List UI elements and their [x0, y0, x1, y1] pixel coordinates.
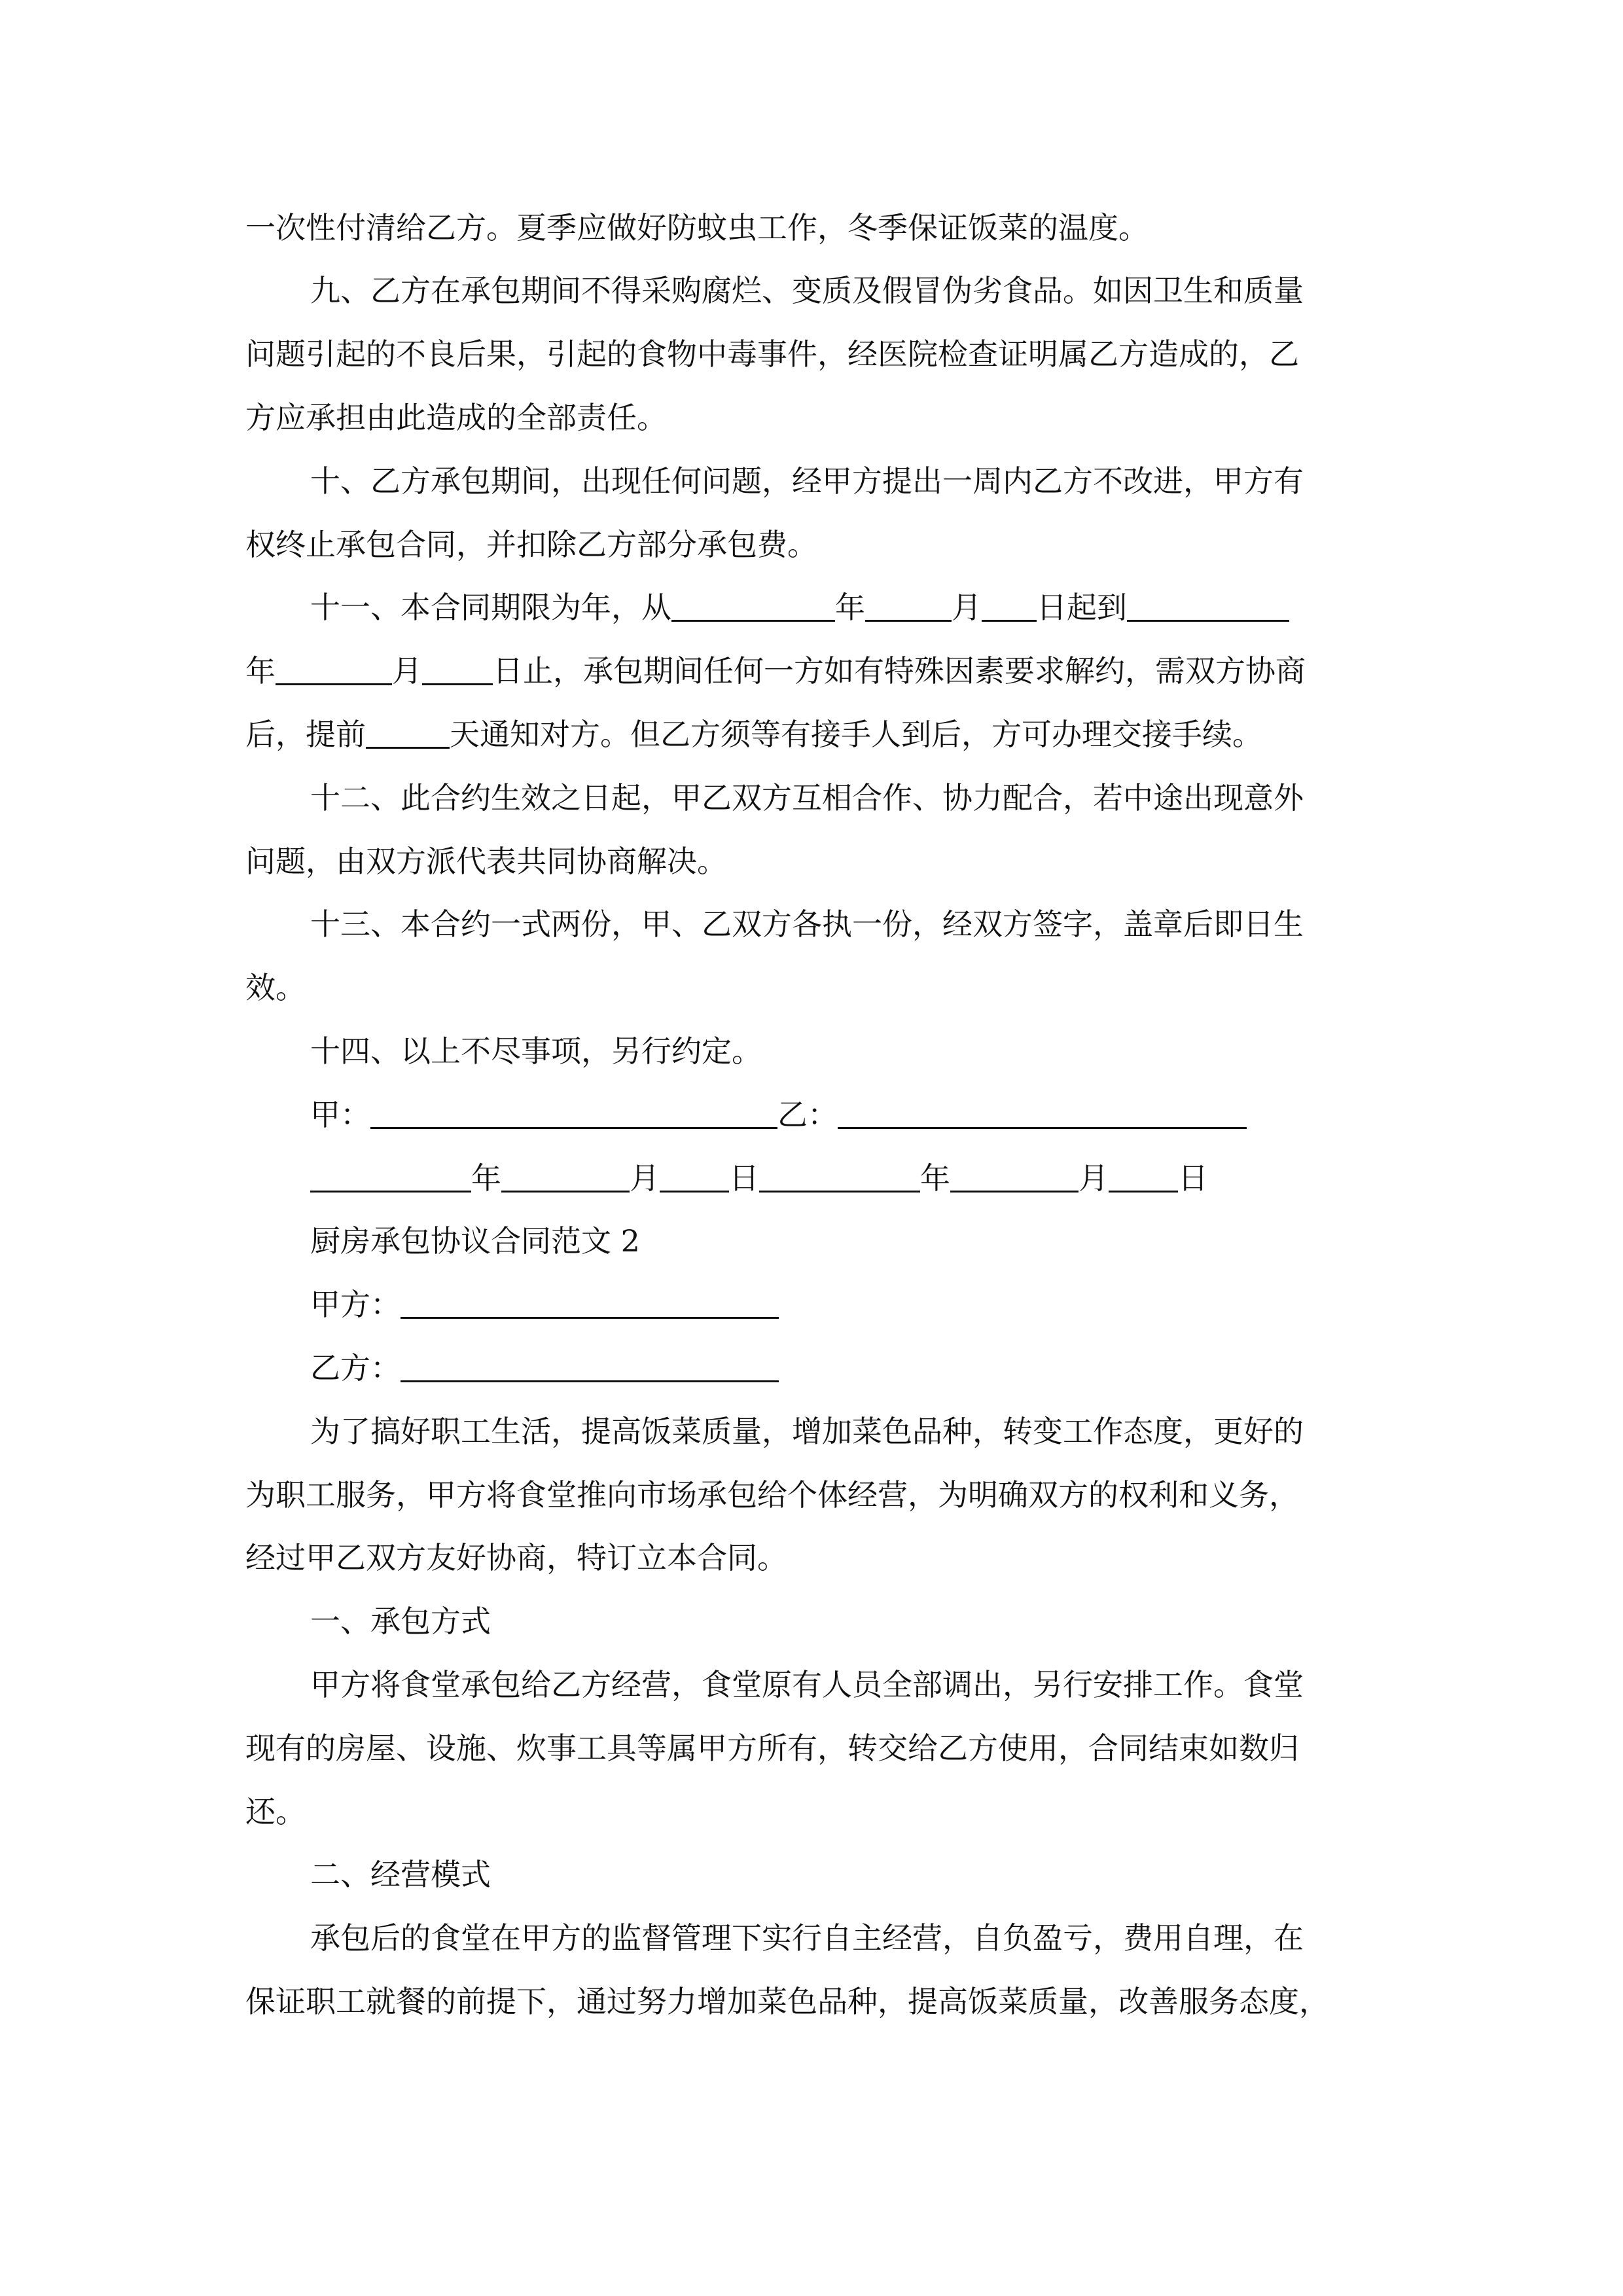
text-line: 问题引起的不良后果，引起的食物中毒事件，经医院检查证明属乙方造成的，乙 — [245, 336, 1299, 372]
text-line: 方应承担由此造成的全部责任。 — [245, 400, 667, 435]
fill-blank — [660, 1160, 729, 1193]
fill-blank — [1109, 1160, 1178, 1193]
text-segment: 日起到 — [1037, 590, 1127, 625]
text-line: 还。 — [245, 1794, 306, 1829]
text-line: 经过甲乙双方友好协商，特订立本合同。 — [245, 1540, 787, 1575]
party-b-label: 乙方： — [310, 1350, 401, 1386]
text-line: 效。 — [245, 970, 306, 1005]
party-b-name-blank — [401, 1350, 779, 1382]
fill-blank — [276, 653, 392, 685]
fill-blank — [759, 1160, 920, 1193]
clause-14-line: 十四、以上不尽事项，另行约定。 — [310, 1033, 762, 1069]
text-segment: 日止，承包期间任何一方如有特殊因素要求解约，需双方协商 — [493, 653, 1306, 689]
day-label: 日 — [729, 1160, 759, 1196]
text-line — [245, 651, 1306, 691]
party-a-name-blank — [401, 1287, 779, 1319]
fill-blank — [366, 717, 450, 749]
fill-blank — [865, 590, 952, 622]
clause-12-line: 十二、此合约生效之日起，甲乙双方互相合作、协力配合，若中途出现意外 — [310, 780, 1304, 816]
clause-10-line: 十、乙方承包期间，出现任何问题，经甲方提出一周内乙方不改进，甲方有 — [310, 463, 1304, 499]
month-label: 月 — [630, 1160, 660, 1196]
month-label: 月 — [952, 590, 982, 625]
text-line: 问题，由双方派代表共同协商解决。 — [245, 844, 727, 879]
party-b-label: 乙： — [777, 1097, 838, 1132]
text-segment: 天通知对方。但乙方须等有接手人到后，方可办理交接手续。 — [450, 717, 1262, 752]
fill-blank — [501, 1160, 630, 1193]
text-line — [245, 715, 1262, 754]
party-b-signature-blank — [838, 1097, 1247, 1129]
party-a-label: 甲方： — [310, 1287, 401, 1322]
clause-13-line: 十三、本合约一式两份，甲、乙双方各执一份，经双方签字，盖章后即日生 — [310, 906, 1304, 942]
text-line: 权终止承包合同，并扣除乙方部分承包费。 — [245, 527, 817, 562]
month-label: 月 — [392, 653, 422, 689]
text-line: 一次性付清给乙方。夏季应做好防蚊虫工作，冬季保证饭菜的温度。 — [245, 210, 1149, 245]
text-line: 保证职工就餐的前提下，通过努力增加菜色品种，提高饭菜质量，改善服务态度， — [245, 1984, 1329, 2019]
party-a-label: 甲： — [310, 1097, 370, 1132]
text-line: 承包后的食堂在甲方的监督管理下实行自主经营，自负盈亏，费用自理，在 — [310, 1920, 1304, 1956]
section-title: 厨房承包协议合同范文 2 — [310, 1223, 640, 1259]
party-a-line — [310, 1285, 779, 1324]
fill-blank — [950, 1160, 1079, 1193]
section-heading: 一、承包方式 — [310, 1604, 491, 1639]
text-line: 为职工服务，甲方将食堂推向市场承包给个体经营，为明确双方的权利和义务， — [245, 1477, 1299, 1513]
fill-blank — [310, 1160, 471, 1193]
year-label: 年 — [471, 1160, 501, 1196]
section-heading: 二、经营模式 — [310, 1857, 491, 1892]
text-segment: 十一、本合同期限为年，从 — [310, 590, 671, 625]
date-line — [310, 1158, 1208, 1198]
month-label: 月 — [1079, 1160, 1109, 1196]
party-a-signature-blank — [370, 1097, 777, 1129]
fill-blank — [671, 590, 835, 622]
party-b-line — [310, 1348, 779, 1388]
text-line: 甲方将食堂承包给乙方经营，食堂原有人员全部调出，另行安排工作。食堂 — [310, 1667, 1304, 1702]
text-line: 现有的房屋、设施、炊事工具等属甲方所有，转交给乙方使用，合同结束如数归 — [245, 1731, 1299, 1766]
text-segment: 后，提前 — [245, 717, 366, 752]
fill-blank — [422, 653, 493, 685]
fill-blank — [982, 590, 1037, 622]
fill-blank — [1127, 590, 1289, 622]
year-label: 年 — [920, 1160, 950, 1196]
clause-9-line: 九、乙方在承包期间不得采购腐烂、变质及假冒伪劣食品。如因卫生和质量 — [310, 273, 1304, 308]
day-label: 日 — [1178, 1160, 1208, 1196]
intro-line: 为了搞好职工生活，提高饭菜质量，增加菜色品种，转变工作态度，更好的 — [310, 1414, 1304, 1449]
year-label: 年 — [245, 653, 276, 689]
clause-11-line — [310, 588, 1289, 627]
signature-line — [310, 1095, 1247, 1134]
year-label: 年 — [835, 590, 865, 625]
